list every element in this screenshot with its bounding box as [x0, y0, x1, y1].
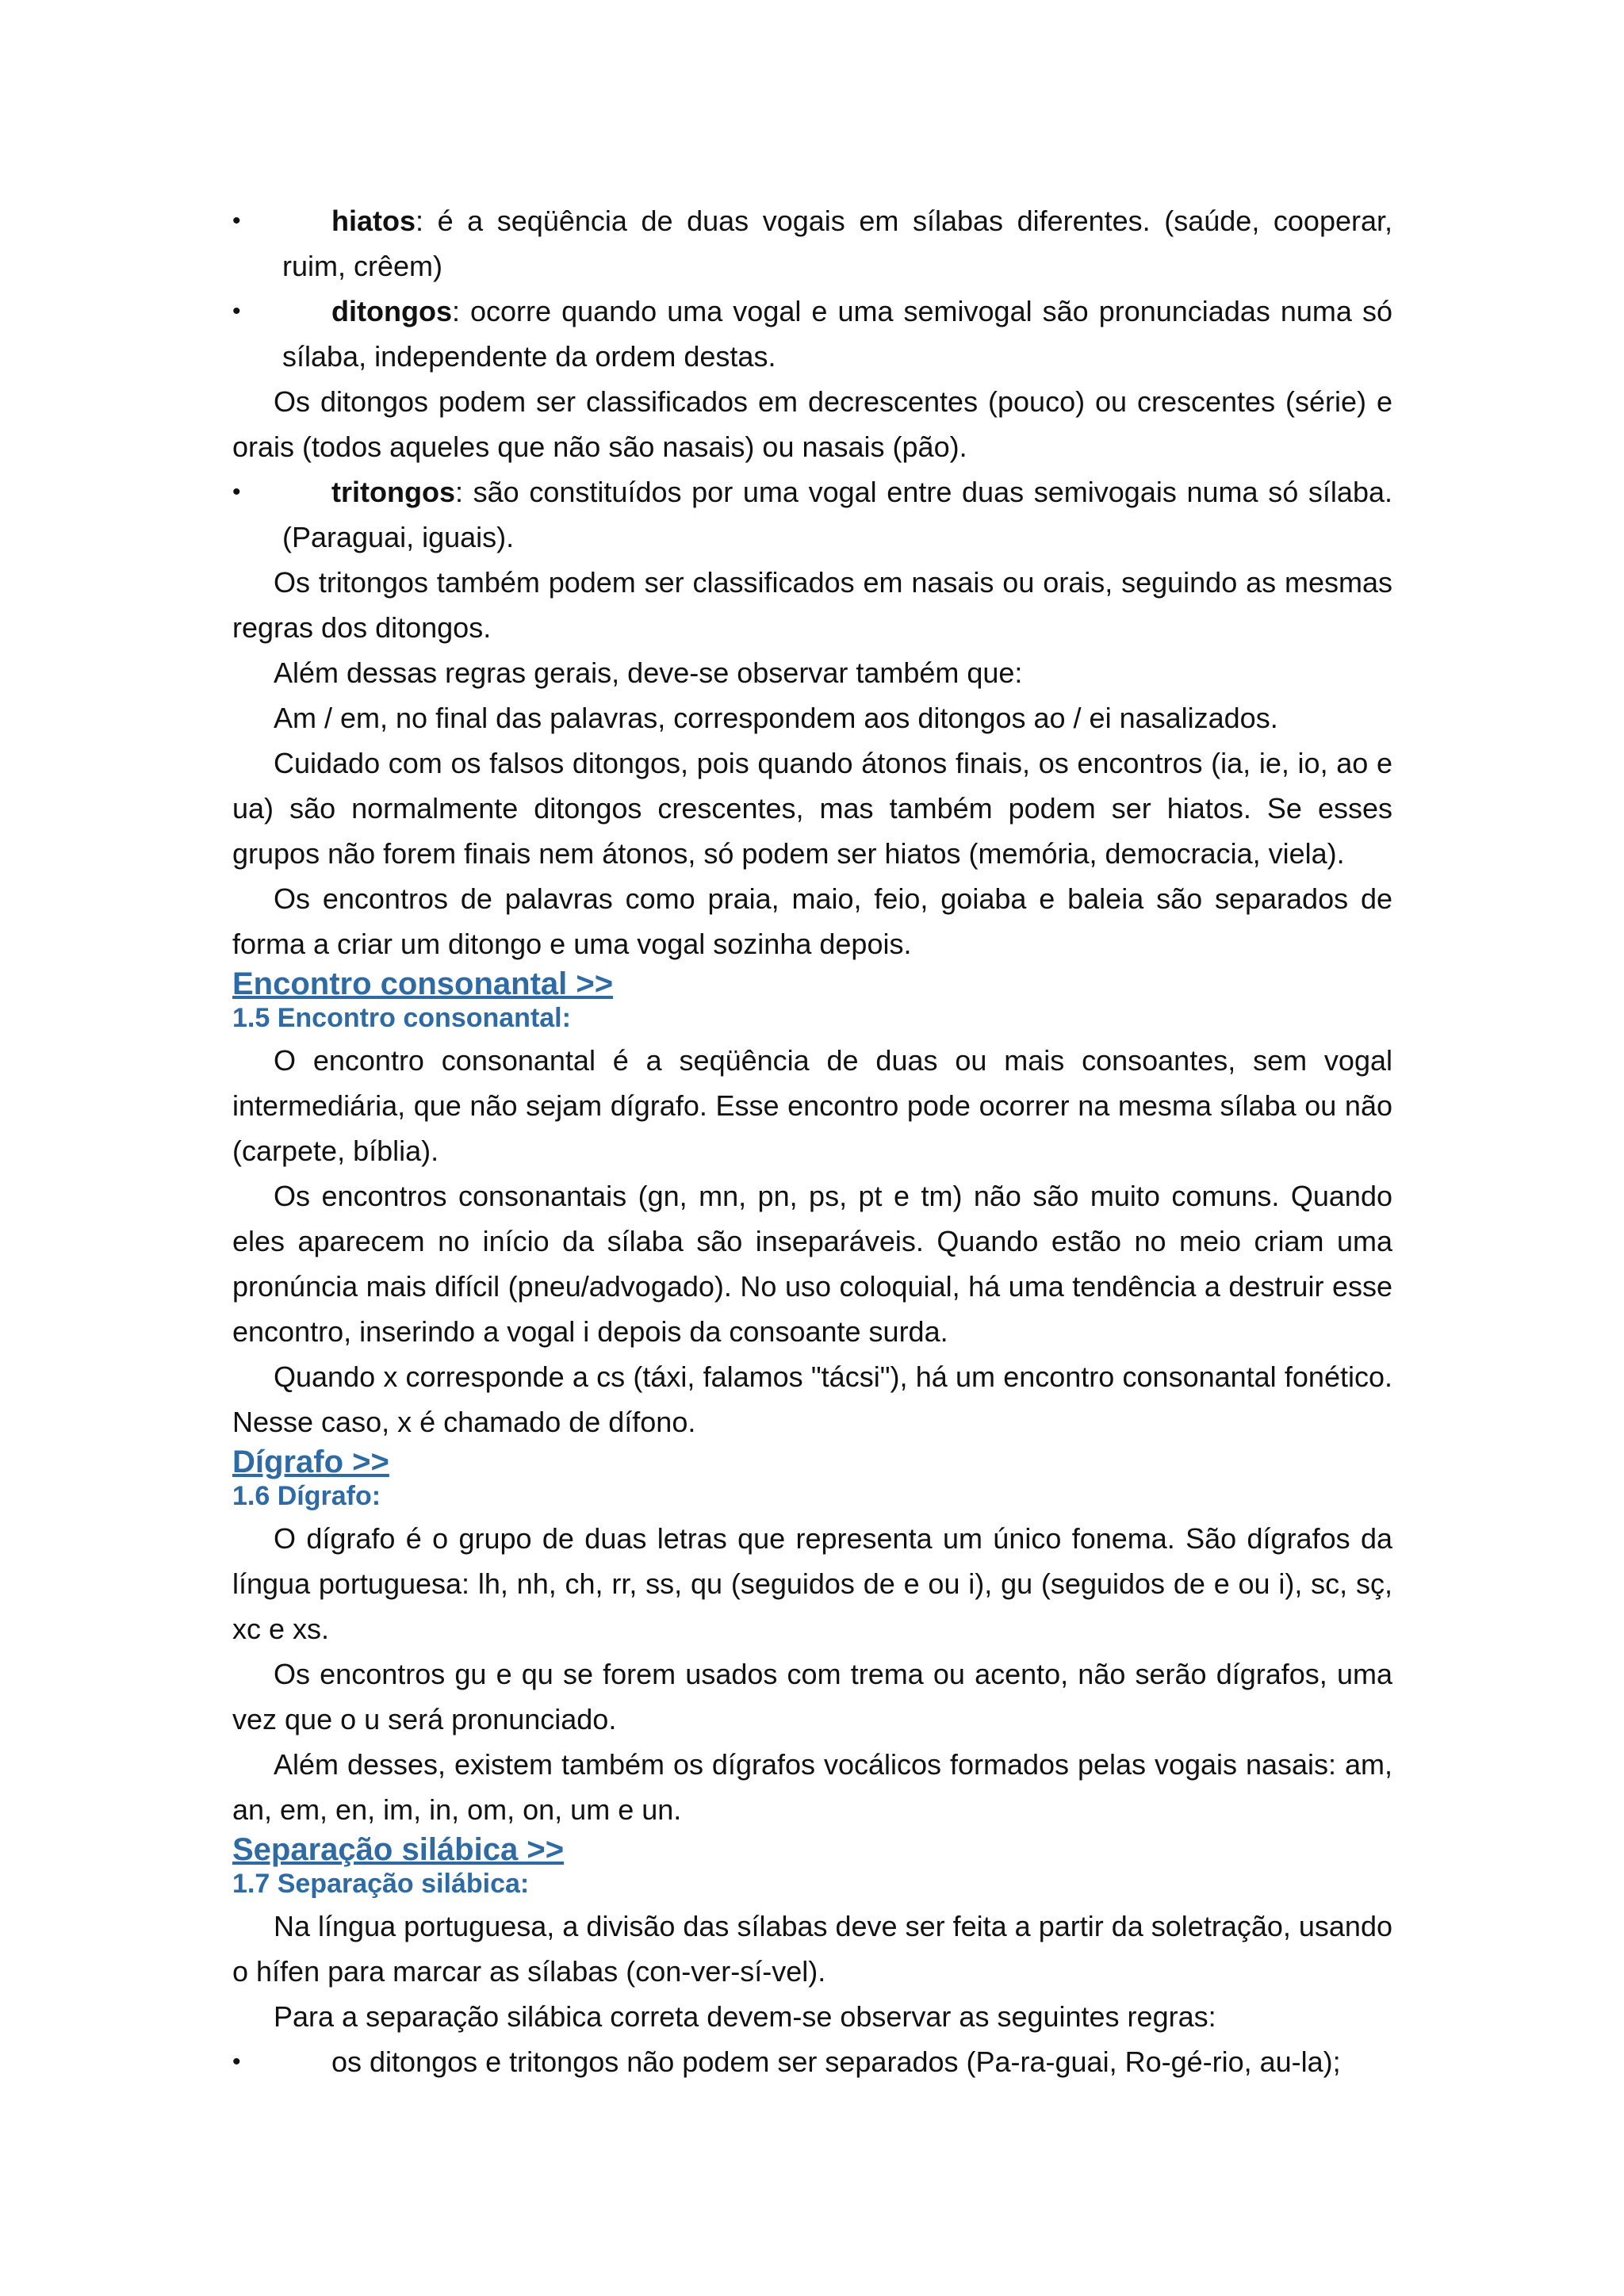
paragraph-alem-regras: Além dessas regras gerais, deve-se observar também que:: [274, 656, 1023, 689]
paragraph-falsos-ditongos: Cuidado com os falsos ditongos, pois quando átonos finais, os encontros (ia, ie, io, ao e ua) são normalmente ditongos crescentes, mas também podem ser hiatos. Se esses grupos não forem finais nem átonos, só podem ser hiatos (memória, democracia, viela).: [232, 747, 1392, 870]
paragraph-am-em: Am / em, no final das palavras, correspondem aos ditongos ao / ei nasalizados.: [274, 702, 1278, 734]
bullet-dot: •: [232, 2049, 241, 2075]
paragraph-digrafos-vocalicos: Além desses, existem também os dígrafos vocálicos formados pelas vogais nasais: am, an, em, en, im, in, om, on, um e un.: [232, 1748, 1392, 1826]
paragraph-tritongos-classificacao: Os tritongos também podem ser classificados em nasais ou orais, seguindo as mesmas regras dos ditongos.: [232, 566, 1392, 644]
bullet-dot: •: [232, 298, 241, 324]
paragraph-ditongos-classificacao: Os ditongos podem ser classificados em decrescentes (pouco) ou crescentes (série) e orais (todos aqueles que não são nasais) ou nasais (pão).: [232, 385, 1392, 463]
paragraph-encontro-consonantal-def: O encontro consonantal é a seqüência de duas ou mais consoantes, sem vogal intermediária, que não sejam dígrafo. Esse encontro pode ocorrer na mesma sílaba ou não (carpete, bíblia).: [232, 1044, 1392, 1167]
ditongos-definition: : ocorre quando uma vogal e uma semivogal são pronunciadas numa só sílaba, independente da ordem destas.: [282, 295, 1392, 373]
bullet-hiatos: [232, 198, 1392, 289]
paragraph-difono: Quando x corresponde a cs (táxi, falamos "tácsi"), há um encontro consonantal fonético. Nesse caso, x é chamado de dífono.: [232, 1360, 1392, 1438]
paragraph-encontros-consonantais: Os encontros consonantais (gn, mn, pn, ps, pt e tm) não são muito comuns. Quando eles aparecem no início da sílaba são inseparáveis. Quando estão no meio criam uma pronúncia mais difícil (pneu/advogado). No uso coloquial, há uma tendência a destruir esse encontro, inserindo a vogal i depois da consoante surda.: [232, 1180, 1392, 1348]
bullet-dot: •: [232, 479, 241, 505]
link-digrafo[interactable]: Dígrafo >>: [232, 1445, 389, 1479]
separacao-regra-1-text: os ditongos e tritongos não podem ser separados (Pa-ra-guai, Ro-gé-rio, au-la);: [331, 2045, 1341, 2078]
heading-separacao-silabica: 1.7 Separação silábica:: [232, 1869, 530, 1899]
link-separacao-silabica[interactable]: Separação silábica >>: [232, 1832, 565, 1867]
paragraph-separacao-def: Na língua portuguesa, a divisão das sílabas deve ser feita a partir da soletração, usando o hífen para marcar as sílabas (con-ver-sí-vel).: [232, 1910, 1392, 1988]
bullet-ditongos: [232, 289, 1392, 379]
link-encontro-consonantal[interactable]: Encontro consonantal >>: [232, 966, 614, 1001]
hiatos-definition: : é a seqüência de duas vogais em sílabas diferentes. (saúde, cooperar, ruim, crêem): [282, 205, 1392, 282]
bullet-tritongos: [232, 469, 1392, 560]
paragraph-digrafo-def: O dígrafo é o grupo de duas letras que representa um único fonema. São dígrafos da língua portuguesa: lh, nh, ch, rr, ss, qu (seguidos de e ou i), gu (seguidos de e ou i), sc, sç, xc e xs.: [232, 1522, 1392, 1645]
term-hiatos: hiatos: [331, 205, 416, 237]
bullet-dot: •: [232, 208, 241, 234]
term-ditongos: ditongos: [331, 295, 452, 327]
tritongos-definition: : são constituídos por uma vogal entre duas semivogais numa só sílaba. (Paraguai, iguais).: [282, 476, 1392, 553]
term-tritongos: tritongos: [331, 476, 455, 508]
heading-digrafo: 1.6 Dígrafo:: [232, 1481, 381, 1511]
document-body: [232, 198, 1392, 2084]
paragraph-gu-qu: Os encontros gu e qu se forem usados com trema ou acento, não serão dígrafos, uma vez que o u será pronunciado.: [232, 1658, 1392, 1735]
paragraph-encontros-palavras: Os encontros de palavras como praia, maio, feio, goiaba e baleia são separados de forma a criar um ditongo e uma vogal sozinha depois.: [232, 882, 1392, 960]
bullet-separacao-regra-1: [232, 2039, 1392, 2084]
heading-encontro-consonantal: 1.5 Encontro consonantal:: [232, 1003, 571, 1033]
paragraph-separacao-regras: Para a separação silábica correta devem-se observar as seguintes regras:: [274, 2000, 1216, 2033]
